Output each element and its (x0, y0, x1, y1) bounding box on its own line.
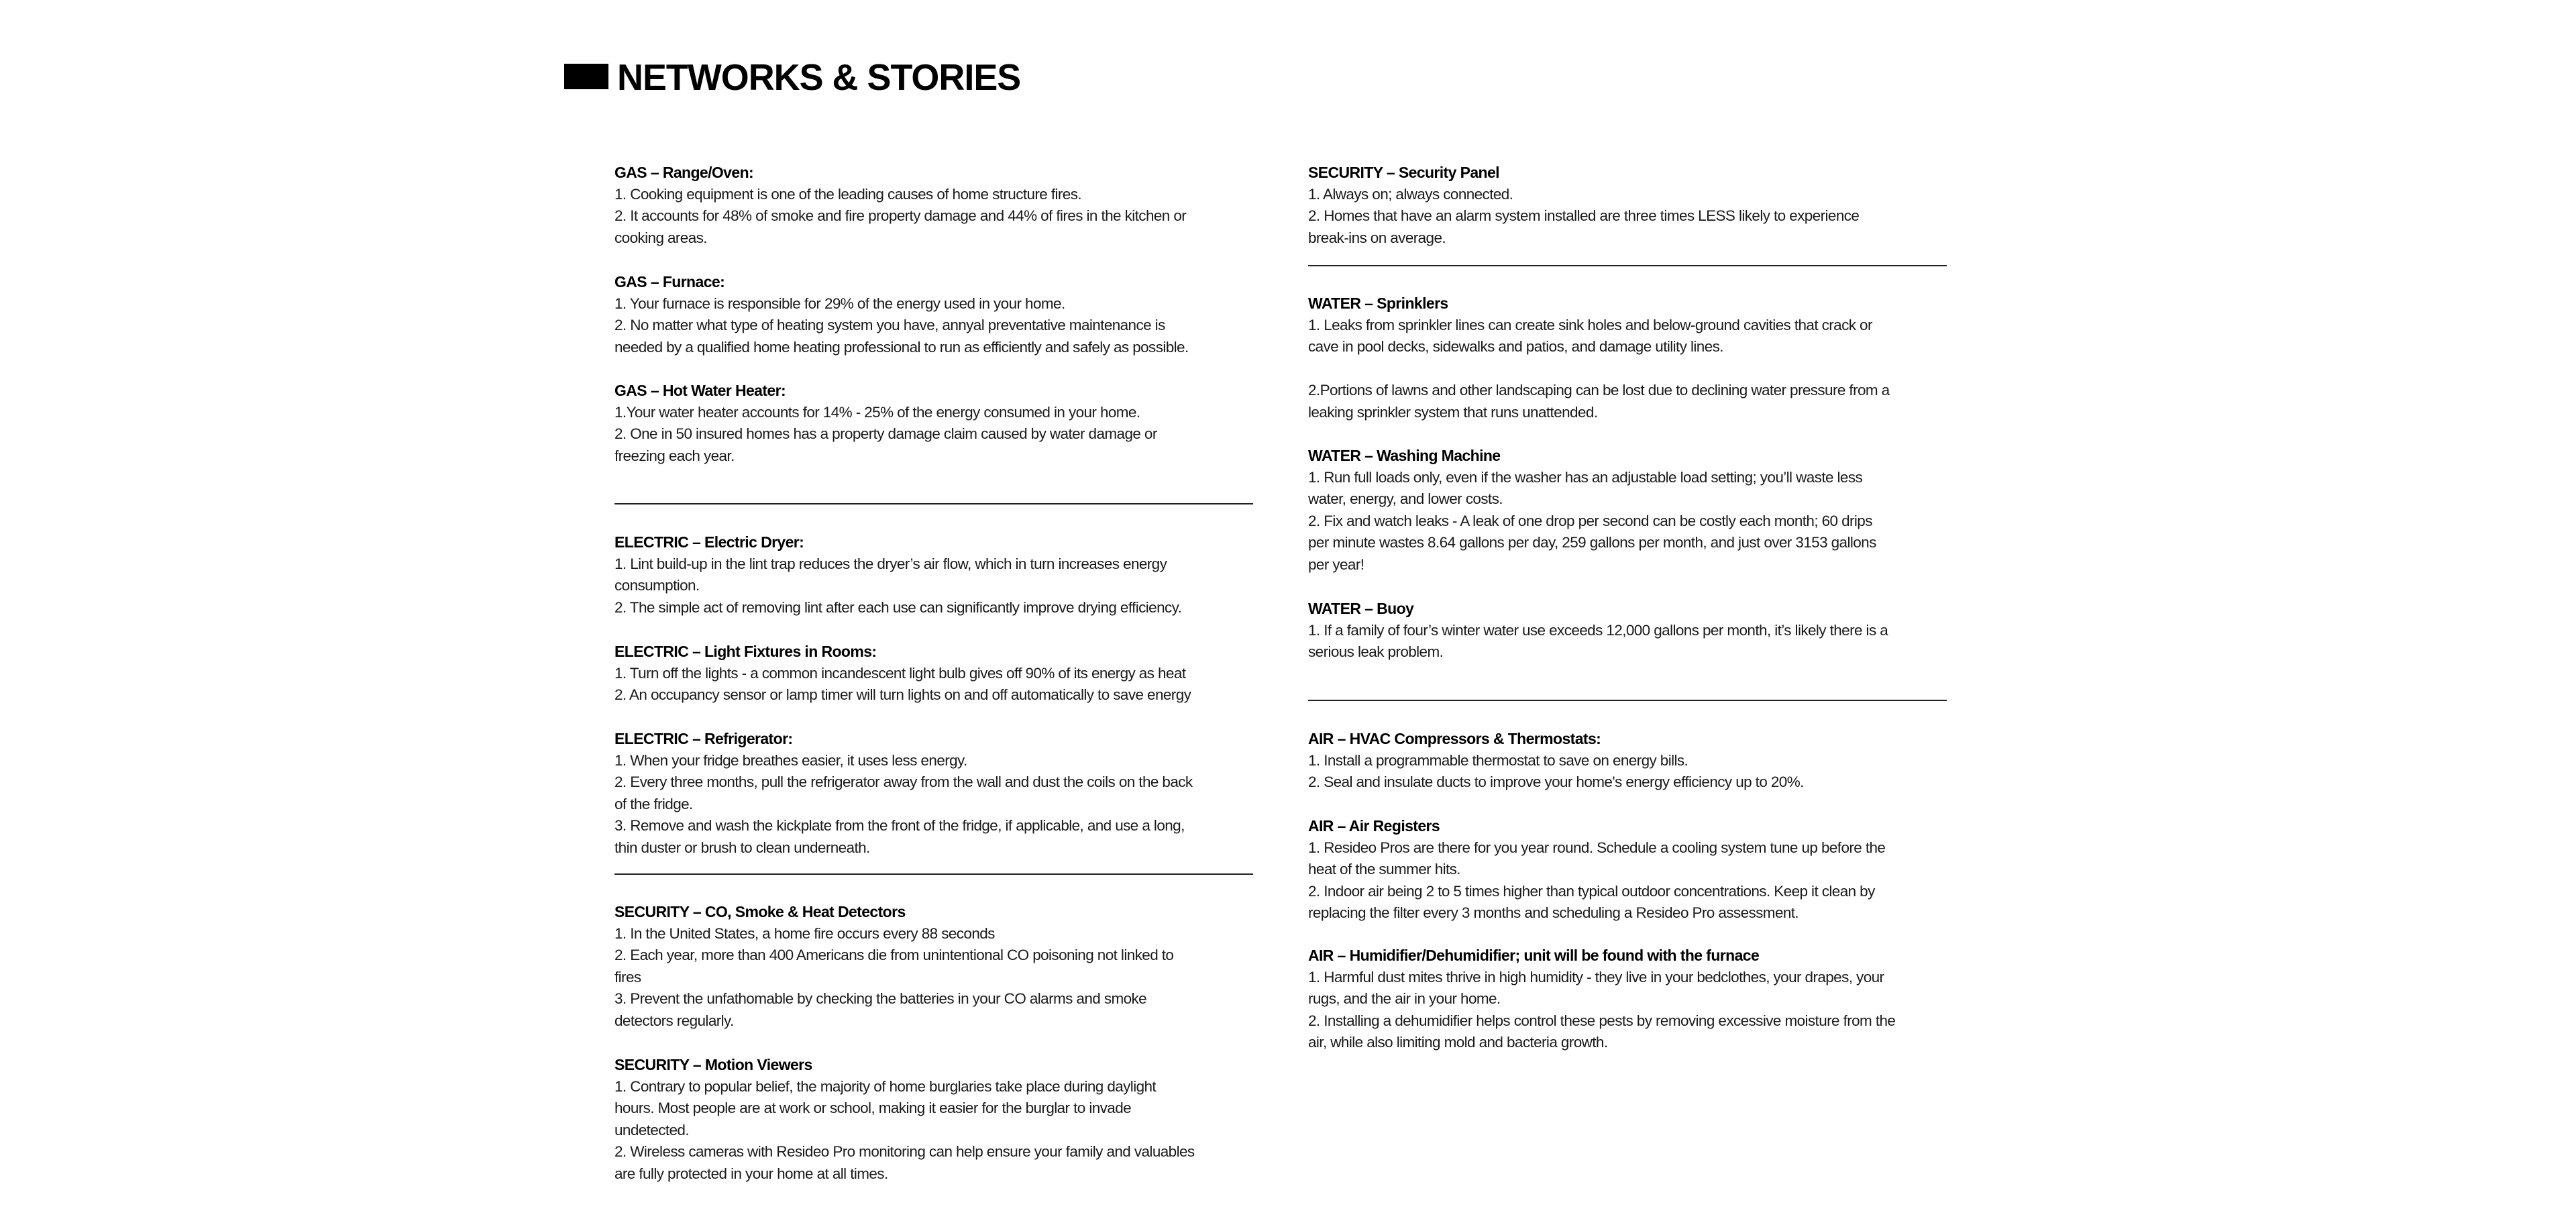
section-line: thin duster or brush to clean underneath. (614, 839, 870, 856)
section-line: consumption. (614, 577, 700, 594)
section-line: 1. Your furnace is responsible for 29% of the energy used in your home. (614, 295, 1065, 312)
section-water-washing-machine (1308, 445, 1952, 576)
section-line: 2. Homes that have an alarm system installed are three times LESS likely to experience (1308, 207, 1860, 224)
section-security-panel (1308, 162, 1952, 249)
section-line: 1. Contrary to popular belief, the majority of home burglaries take place during daylight (614, 1077, 1157, 1095)
section-electric-dryer (614, 531, 1258, 619)
section-line: 2. Seal and insulate ducts to improve your home's energy efficiency up to 20%. (1308, 774, 1804, 790)
section-air-hvac (1308, 728, 1952, 794)
section-line: 1. In the United States, a home fire occurs every 88 seconds (614, 924, 995, 942)
section-divider (614, 873, 1253, 875)
section-gas-furnace (614, 271, 1258, 358)
section-heading: ELECTRIC – Light Fixtures in Rooms: (614, 643, 877, 660)
section-divider (614, 503, 1253, 504)
section-line: heat of the summer hits. (1308, 861, 1460, 877)
section-line: break-ins on average. (1308, 229, 1446, 246)
section-gas-hot-water-heater (614, 380, 1258, 467)
section-line: 2.Portions of lawns and other landscaping can be lost due to declining water pressure from a (1308, 382, 1890, 398)
section-line: freezing each year. (614, 447, 735, 464)
section-line: 1. Lint build-up in the lint trap reduces the dryer’s air flow, which in turn increases energy (614, 555, 1167, 572)
section-line: 3. Prevent the unfathomable by checking the batteries in your CO alarms and smoke (614, 990, 1147, 1007)
section-divider (1308, 700, 1947, 701)
section-heading: SECURITY – Motion Viewers (614, 1056, 812, 1073)
section-line: 1. Harmful dust mites thrive in high humidity - they live in your bedclothes, your drapes, your (1308, 968, 1884, 986)
section-gas-range-oven (614, 162, 1258, 249)
section-line: water, energy, and lower costs. (1308, 490, 1503, 507)
section-line: air, while also limiting mold and bacteria growth. (1308, 1034, 1608, 1051)
section-air-humidifier (1308, 945, 1952, 1054)
section-line: undetected. (614, 1121, 689, 1138)
section-security-motion-viewers (614, 1054, 1258, 1185)
section-line: replacing the filter every 3 months and scheduling a Resideo Pro assessment. (1308, 904, 1799, 921)
section-line: leaking sprinkler system that runs unattended. (1308, 403, 1598, 421)
section-air-registers (1308, 815, 1952, 924)
section-line: 2. One in 50 insured homes has a property damage claim caused by water damage or (614, 425, 1157, 442)
section-heading: ELECTRIC – Electric Dryer: (614, 533, 804, 551)
section-divider (1308, 265, 1947, 266)
section-line: 1. Run full loads only, even if the washer has an adjustable load setting; you’ll waste less (1308, 468, 1863, 486)
section-water-buoy (1308, 598, 1952, 663)
section-line: 1. When your fridge breathes easier, it uses less energy. (614, 751, 967, 769)
section-line: cooking areas. (614, 229, 707, 246)
section-line: 1. Cooking equipment is one of the leading causes of home structure fires. (614, 185, 1082, 203)
section-line: cave in pool decks, sidewalks and patios, and damage utility lines. (1308, 338, 1723, 355)
section-electric-refrigerator (614, 728, 1258, 859)
section-heading: AIR – Air Registers (1308, 817, 1440, 835)
section-heading: WATER – Buoy (1308, 600, 1414, 617)
section-heading: GAS – Furnace: (614, 273, 725, 290)
page-title: NETWORKS & STORIES (617, 56, 1021, 98)
section-line: detectors regularly. (614, 1012, 734, 1029)
section-line: hours. Most people are at work or school, making it easier for the burglar to invade (614, 1100, 1132, 1116)
section-water-sprinklers (1308, 292, 1952, 423)
section-line: 2. Indoor air being 2 to 5 times higher than typical outdoor concentrations. Keep it clean by (1308, 882, 1875, 900)
section-line: 1.Your water heater accounts for 14% - 25% of the energy consumed in your home. (614, 403, 1140, 421)
section-line: 2. Installing a dehumidifier helps control these pests by removing excessive moisture from the (1308, 1012, 1896, 1029)
section-line: 1. Resideo Pros are there for you year round. Schedule a cooling system tune up before the (1308, 839, 1886, 856)
section-heading: WATER – Sprinklers (1308, 295, 1448, 312)
section-line: 1. Always on; always connected. (1308, 185, 1513, 203)
section-heading: AIR – HVAC Compressors & Thermostats: (1308, 730, 1601, 747)
section-line: needed by a qualified home heating professional to run as efficiently and safely as possible. (614, 338, 1189, 356)
section-line: 2. Every three months, pull the refrigerator away from the wall and dust the coils on the back (614, 774, 1193, 790)
section-line: 1. If a family of four’s winter water use exceeds 12,000 gallons per month, it’s likely there is a (1308, 621, 1888, 639)
section-line: serious leak problem. (1308, 643, 1444, 660)
section-line: 2. The simple act of removing lint after each use can significantly improve drying efficiency. (614, 598, 1182, 616)
section-spacer (1308, 358, 1952, 380)
section-line: 3. Remove and wash the kickplate from the front of the fridge, if applicable, and use a long, (614, 817, 1185, 834)
section-line: rugs, and the air in your home. (1308, 990, 1501, 1007)
section-line: 2. Fix and watch leaks - A leak of one drop per second can be costly each month; 60 drips (1308, 512, 1872, 529)
section-heading: WATER – Washing Machine (1308, 447, 1501, 464)
section-line: per year! (1308, 555, 1364, 573)
section-line: 2. Wireless cameras with Resideo Pro monitoring can help ensure your family and valuables (614, 1143, 1195, 1160)
section-line: 1. Install a programmable thermostat to save on energy bills. (1308, 751, 1688, 769)
section-line: 2. No matter what type of heating system you have, annyal preventative maintenance is (614, 317, 1165, 333)
section-heading: GAS – Range/Oven: (614, 164, 754, 181)
section-line: 2. It accounts for 48% of smoke and fire property damage and 44% of fires in the kitchen or (614, 207, 1187, 224)
section-security-detectors (614, 901, 1258, 1032)
section-heading: ELECTRIC – Refrigerator: (614, 730, 793, 747)
section-line: fires (614, 968, 641, 986)
section-line: 2. Each year, more than 400 Americans die from unintentional CO poisoning not linked to (614, 947, 1174, 963)
section-line: 2. An occupancy sensor or lamp timer will turn lights on and off automatically to save energy (614, 686, 1191, 703)
section-line: of the fridge. (614, 795, 693, 812)
section-heading: SECURITY – CO, Smoke & Heat Detectors (614, 903, 906, 920)
title-marker-block (564, 64, 608, 89)
section-heading: GAS – Hot Water Heater: (614, 382, 786, 399)
section-line: per minute wastes 8.64 gallons per day, 259 gallons per month, and just over 3153 gallons (1308, 534, 1876, 551)
section-heading: AIR – Humidifier/Dehumidifier; unit will be found with the furnace (1308, 947, 1760, 964)
section-line: are fully protected in your home at all times. (614, 1165, 888, 1182)
section-line: 1. Leaks from sprinkler lines can create sink holes and below-ground cavities that crack or (1308, 316, 1872, 333)
section-line: 1. Turn off the lights - a common incandescent light bulb gives off 90% of its energy as heat (614, 664, 1186, 682)
section-heading: SECURITY – Security Panel (1308, 164, 1499, 181)
section-electric-light-fixtures (614, 641, 1258, 706)
